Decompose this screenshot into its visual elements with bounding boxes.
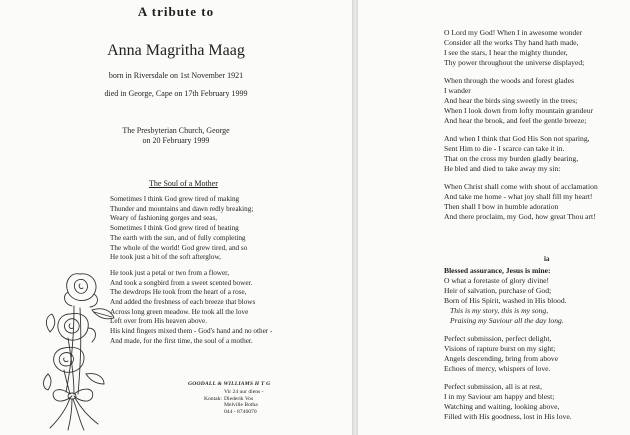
hymn-line: He bled and died to take away my sin: bbox=[444, 164, 561, 173]
hymn-line: That on the cross my burden gladly bearing, bbox=[444, 154, 579, 163]
poem-line: His kind fingers mixed them - God's hand and no other - bbox=[110, 327, 273, 336]
mother-poem bbox=[110, 195, 345, 353]
poem-stanza bbox=[110, 269, 345, 347]
hymn-line: Echoes of mercy, whispers of love. bbox=[444, 364, 551, 373]
hymn-stanza bbox=[444, 334, 630, 374]
hymn-how-great-thou-art bbox=[444, 28, 630, 230]
service-hours: Vir 24 uur diens - bbox=[224, 389, 264, 396]
death-line: died in George, Cape on 17th February 1999 bbox=[104, 89, 248, 98]
hymn-line: Heir of salvation, purchase of God; bbox=[444, 286, 552, 295]
hymn-stanza bbox=[444, 134, 630, 174]
poem-line: He took just a petal or two from a flower, bbox=[110, 268, 230, 277]
poem-title: The Soul of a Mother bbox=[149, 179, 218, 188]
service-date: on 20 February 1999 bbox=[142, 136, 210, 145]
poem-line: Across long green meadow. He took all the love bbox=[110, 307, 249, 316]
hymn-line: Then shall I bow in humble adoration bbox=[444, 202, 559, 211]
contact-phone: 044 - 8746070 bbox=[224, 408, 257, 415]
deceased-name: Anna Magritha Maag bbox=[107, 42, 245, 59]
poem-stanza bbox=[110, 195, 345, 263]
hymn-stanza bbox=[444, 382, 630, 422]
hymn-line: And there proclaim, my God, how great Thou art! bbox=[444, 212, 596, 221]
birth-line: born in Riversdale on 1st November 1921 bbox=[108, 71, 244, 80]
poem-line: Sometimes I think God grew tired of making bbox=[110, 195, 240, 203]
hymn-line: Perfect submission, perfect delight, bbox=[444, 334, 552, 343]
hymn-refrain-line: Praising my Saviour all the day long. bbox=[450, 316, 564, 325]
funeral-home-name: GOODALL & WILLIAMS H T G bbox=[188, 381, 271, 387]
poem-line: And added the freshness of each breeze that blows bbox=[110, 298, 256, 307]
hymn-line: Born of His Spirit, washed in His blood. bbox=[444, 296, 567, 305]
hymn-line: And hear the birds sing sweetly in the trees; bbox=[444, 96, 578, 105]
hymn-line: O what a foretaste of glory divine! bbox=[444, 276, 550, 285]
hymn-line: I in my Saviour am happy and blest; bbox=[444, 392, 555, 401]
poem-line: Sometimes I think God grew tired of heating bbox=[110, 224, 239, 233]
contact-person: Diederik Vos bbox=[224, 395, 254, 402]
poem-line: And made, for the first time, the soul of a mother. bbox=[110, 336, 253, 345]
hymn-stanza bbox=[444, 266, 630, 326]
hymn-stanza bbox=[444, 182, 630, 222]
hymn-line: Sent Him to die - I scarce can take it in. bbox=[444, 144, 565, 153]
hymn-blessed-assurance bbox=[444, 266, 630, 430]
hymn-line: Perfect submission, all is at rest, bbox=[444, 382, 543, 391]
poem-line: Left over from His heaven above. bbox=[110, 317, 207, 326]
poem-line: Weary of fashioning gorges and seas, bbox=[110, 214, 218, 223]
funeral-home-contact bbox=[188, 381, 270, 415]
hymn-line: And when I think that God His Son not sparing, bbox=[444, 134, 590, 143]
hymn-line: I see the stars, I hear the mighty thunder, bbox=[444, 48, 568, 57]
hymn-title-line: Blessed assurance, Jesus is mine: bbox=[444, 266, 551, 275]
hymn-line: When through the woods and forest glades bbox=[444, 76, 574, 85]
service-info bbox=[0, 126, 352, 146]
poem-line: The dewdrops He took from the heart of a rose, bbox=[110, 288, 247, 297]
hymn-line: When I look down from lofty mountain grandeur bbox=[444, 106, 594, 115]
hymn-line: O Lord my God! When I in awesome wonder bbox=[444, 28, 583, 37]
hymn-line: And take me home - what joy shall fill my heart! bbox=[444, 192, 593, 201]
hymn-line: Consider all the works Thy hand hath made, bbox=[444, 38, 579, 47]
contact-label: Kontak: bbox=[203, 395, 222, 402]
rose-illustration bbox=[40, 262, 128, 432]
hymn-line: Thy power throughout the universe displayed; bbox=[444, 58, 585, 67]
hymn-stanza bbox=[444, 28, 630, 68]
poem-line: The earth with the sun, and of fully completing bbox=[110, 233, 246, 242]
contact-person: Melville Botha bbox=[224, 402, 258, 409]
hymn-line: Angels descending, bring from above bbox=[444, 354, 559, 363]
poem-line: The whole of the world! God grew tired, and so bbox=[110, 243, 248, 252]
hymn-stanza bbox=[444, 76, 630, 126]
hymn-line: Visions of rapture burst on my sight; bbox=[444, 344, 556, 353]
tribute-heading: A tribute to bbox=[137, 4, 215, 19]
poem-line: He took just a bit of the soft afterglow, bbox=[110, 253, 221, 262]
poem-line: Thunder and mountains and dawn redly breaking; bbox=[110, 204, 254, 213]
poem-line: And took a songbird from a sweet scented bower. bbox=[110, 278, 253, 287]
hymn-line: Filled with His goodness, lost in His love. bbox=[444, 412, 572, 421]
church-name: The Presbyterian Church, George bbox=[122, 126, 230, 135]
hymn-line: I wander bbox=[444, 86, 471, 95]
hymn-line: And hear the brook, and feel the gentle breeze; bbox=[444, 116, 587, 125]
section-separator: ia bbox=[544, 255, 550, 263]
hymn-line: When Christ shall come with shout of acclamation bbox=[444, 182, 598, 191]
hymn-refrain-line: This is my story, this is my song, bbox=[450, 306, 549, 315]
hymn-line: Watching and waiting, looking above, bbox=[444, 402, 560, 411]
